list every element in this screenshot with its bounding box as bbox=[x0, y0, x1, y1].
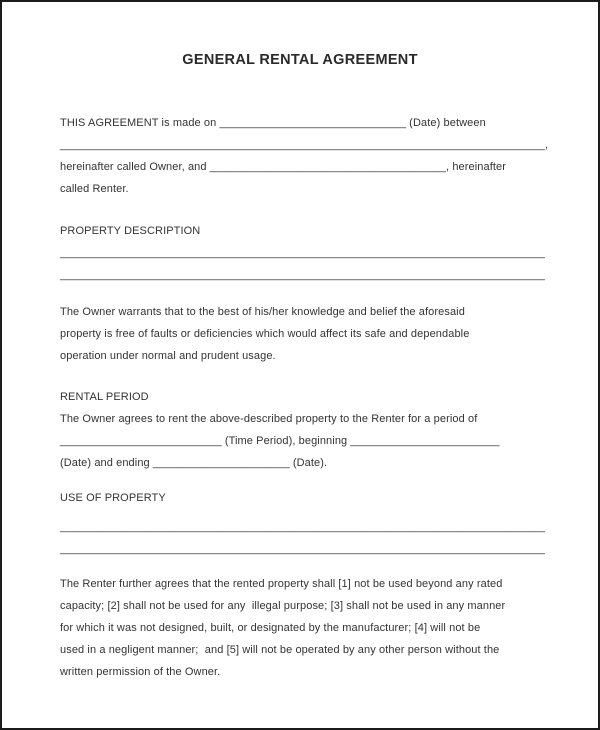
intro-line: called Renter. bbox=[60, 183, 129, 195]
fill-in-line: ______________________________________________________________________________ bbox=[60, 521, 545, 533]
intro-line: THIS AGREEMENT is made on ______________________________ (Date) between bbox=[60, 117, 486, 129]
obligations-line: written permission of the Owner. bbox=[60, 666, 221, 678]
fill-in-line: ______________________________________________________________________________ bbox=[60, 269, 545, 281]
fill-in-line: ______________________________________________________________________________ bbox=[60, 247, 545, 259]
rental-period-fill-in-line: __________________________ (Time Period), beginning ________________________ bbox=[60, 435, 500, 447]
intro-fill-in-line: ______________________________________________________________________________, bbox=[60, 139, 549, 151]
property-description-blank-lines bbox=[60, 242, 545, 286]
fill-in-line: ______________________________________________________________________________ bbox=[60, 543, 545, 555]
rental-period-paragraph bbox=[60, 408, 540, 474]
intro-line: hereinafter called Owner, and ______________________________________, hereinafter bbox=[60, 161, 507, 173]
renter-obligations-paragraph bbox=[60, 573, 540, 683]
document-title: GENERAL RENTAL AGREEMENT bbox=[182, 52, 418, 68]
obligations-line: capacity; [2] shall not be used for any illegal purpose; [3] shall not be used in any manner bbox=[60, 600, 506, 612]
warranty-line: operation under normal and prudent usage. bbox=[60, 350, 276, 362]
obligations-line: The Renter further agrees that the rented property shall [1] not be used beyond any rated bbox=[60, 578, 503, 590]
agreement-intro-paragraph bbox=[60, 112, 549, 200]
owner-warranty-paragraph bbox=[60, 301, 540, 367]
obligations-line: for which it was not designed, built, or designated by the manufacturer; [4] will not be bbox=[60, 622, 481, 634]
warranty-line: property is free of faults or deficiencies which would affect its safe and dependable bbox=[60, 328, 470, 340]
rental-period-fill-in-line: (Date) and ending ______________________ (Date). bbox=[60, 457, 328, 469]
rental-period-line: The Owner agrees to rent the above-described property to the Renter for a period of bbox=[60, 413, 478, 425]
section-heading-use-of-property: USE OF PROPERTY bbox=[60, 492, 166, 504]
section-heading-property-description: PROPERTY DESCRIPTION bbox=[60, 225, 201, 237]
section-heading-rental-period: RENTAL PERIOD bbox=[60, 391, 149, 403]
use-of-property-blank-lines bbox=[60, 516, 545, 560]
warranty-line: The Owner warrants that to the best of his/her knowledge and belief the aforesaid bbox=[60, 306, 465, 318]
obligations-line: used in a negligent manner; and [5] will not be operated by any other person without the bbox=[60, 644, 500, 656]
